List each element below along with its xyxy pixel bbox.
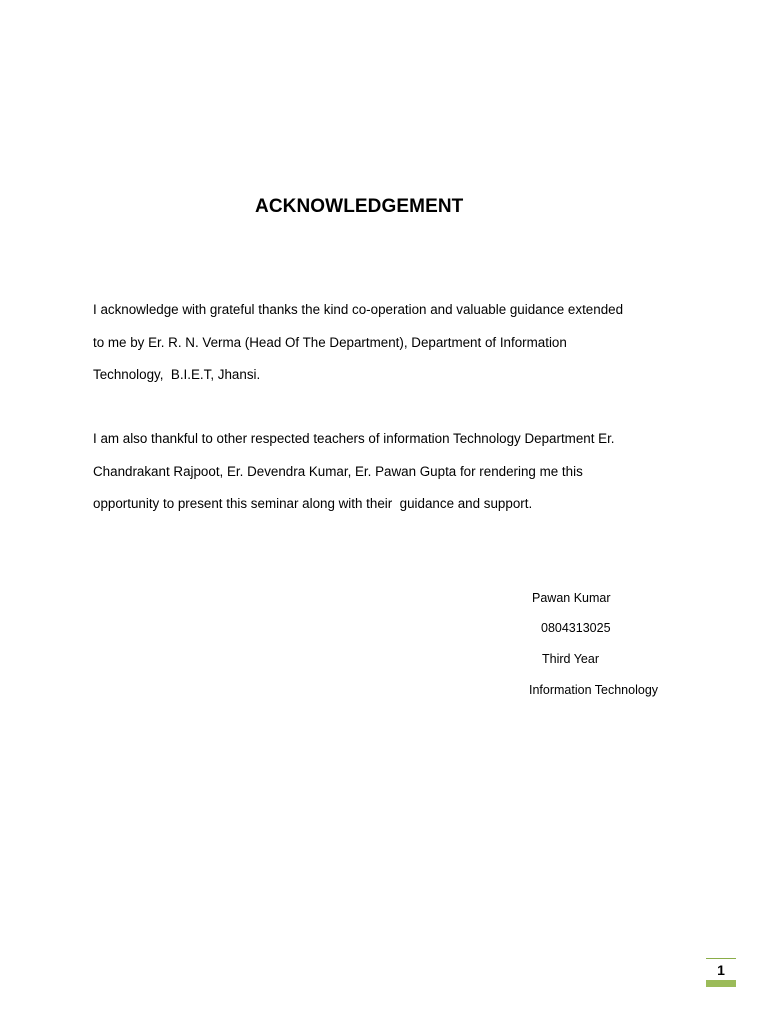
paragraph-line: opportunity to present this seminar along with their guidance and support.	[93, 496, 533, 511]
page-number: 1	[717, 962, 725, 978]
signature-year: Third Year	[542, 652, 599, 666]
signature-name: Pawan Kumar	[532, 591, 611, 605]
paragraph-line: Chandrakant Rajpoot, Er. Devendra Kumar, Er. Pawan Gupta for rendering me this	[93, 463, 583, 479]
page-number-accent-bar	[706, 980, 736, 987]
page-title: ACKNOWLEDGEMENT	[255, 196, 464, 217]
page-number-footer	[706, 958, 736, 987]
signature-roll-number: 0804313025	[541, 621, 611, 635]
paragraph-line: I am also thankful to other respected teachers of information Technology Department Er.	[93, 431, 615, 446]
paragraph-line: Technology, B.I.E.T, Jhansi.	[93, 367, 261, 382]
page-number-rule	[706, 958, 736, 959]
acknowledgement-paragraph-2	[93, 431, 693, 529]
acknowledgement-paragraph-1	[93, 302, 693, 400]
paragraph-line: I acknowledge with grateful thanks the kind co-operation and valuable guidance extended	[93, 302, 624, 317]
signature-department: Information Technology	[529, 683, 659, 697]
paragraph-line: to me by Er. R. N. Verma (Head Of The Department), Department of Information	[93, 334, 567, 350]
